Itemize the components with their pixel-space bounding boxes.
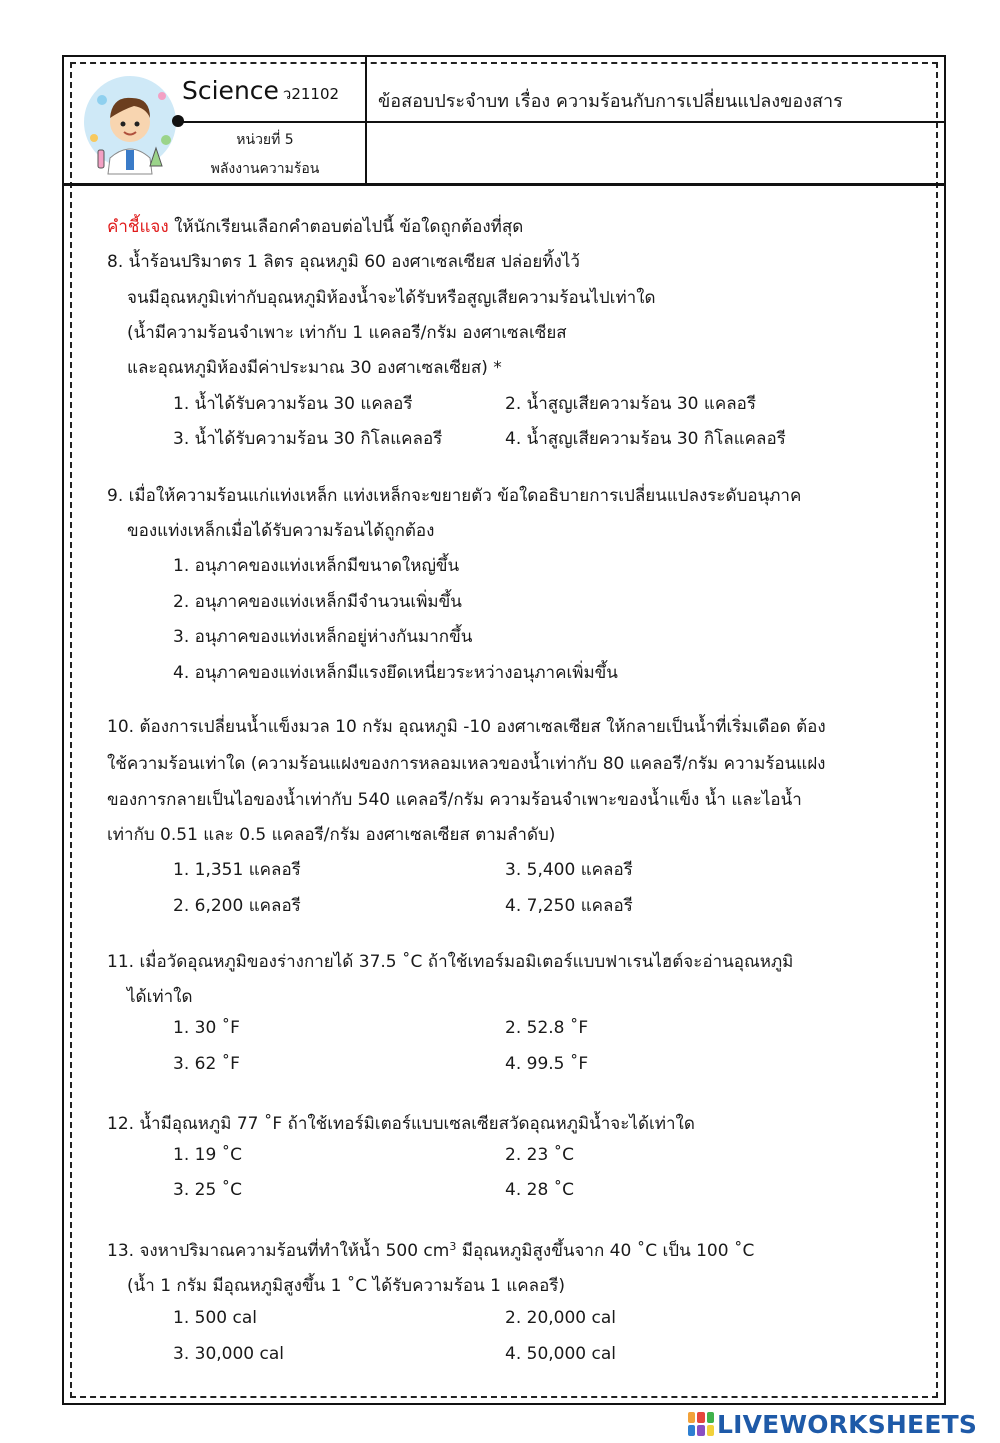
header-divider-horizontal-left bbox=[178, 121, 365, 123]
q12-line: 12. น้ำมีอุณหภูมิ 77 ˚F ถ้าใช้เทอร์มิเตอร์แบบเซลเซียสวัดอุณหภูมิน้ำจะได้เท่าใด bbox=[107, 1114, 695, 1134]
header-bullet-dot bbox=[172, 115, 184, 127]
unit-info bbox=[190, 126, 340, 184]
q11-line: ได้เท่าใด bbox=[127, 987, 193, 1007]
q10-line: ใช้ความร้อนเท่าใด (ความร้อนแฝงของการหลอมเหลวของน้ำเท่ากับ 80 แคลอรี/กรัม ความร้อนแฝง bbox=[107, 754, 826, 774]
q10-choice[interactable]: 3. 5,400 แคลอรี bbox=[505, 860, 633, 880]
instruction-label: คำชี้แจง bbox=[107, 217, 169, 237]
q10-choice[interactable]: 1. 1,351 แคลอรี bbox=[173, 860, 301, 880]
q13-text-a: 13. จงหาปริมาณความร้อนที่ทำให้น้ำ 500 cm bbox=[107, 1241, 450, 1261]
subject-code: ว21102 bbox=[282, 85, 340, 103]
q10-choice[interactable]: 2. 6,200 แคลอรี bbox=[173, 896, 301, 916]
q12-choice[interactable]: 2. 23 ˚C bbox=[505, 1145, 575, 1165]
q8-choice[interactable]: 2. น้ำสูญเสียความร้อน 30 แคลอรี bbox=[505, 394, 756, 414]
q10-choice[interactable]: 4. 7,250 แคลอรี bbox=[505, 896, 633, 916]
liveworksheets-watermark bbox=[688, 1407, 977, 1441]
q13-line bbox=[107, 1237, 754, 1264]
q13-line: (น้ำ 1 กรัม มีอุณหภูมิสูงขึ้น 1 ˚C ได้รับความร้อน 1 แคลอรี) bbox=[127, 1276, 566, 1296]
test-title: ข้อสอบประจำบท เรื่อง ความร้อนกับการเปลี่ยนแปลงของสาร bbox=[378, 91, 843, 112]
q10-line: ของการกลายเป็นไอของน้ำเท่ากับ 540 แคลอรี/กรัม ความร้อนจำเพาะของน้ำแข็ง น้ำ และไอน้ำ bbox=[107, 790, 802, 810]
header-divider-horizontal-mid bbox=[367, 121, 944, 123]
q13-text-b: มีอุณหภูมิสูงขึ้นจาก 40 ˚C เป็น 100 ˚C bbox=[456, 1241, 755, 1261]
q8-choice[interactable]: 4. น้ำสูญเสียความร้อน 30 กิโลแคลอรี bbox=[505, 429, 786, 449]
header-divider-vertical bbox=[365, 55, 367, 185]
q8-choice[interactable]: 3. น้ำได้รับความร้อน 30 กิโลแคลอรี bbox=[173, 429, 443, 449]
q11-choice[interactable]: 1. 30 ˚F bbox=[173, 1018, 240, 1038]
q9-line: 9. เมื่อให้ความร้อนแก่แท่งเหล็ก แท่งเหล็กจะขยายตัว ข้อใดอธิบายการเปลี่ยนแปลงระดับอนุภาค bbox=[107, 486, 802, 506]
q8-line: (น้ำมีความร้อนจำเพาะ เท่ากับ 1 แคลอรี/กรัม องศาเซลเซียส bbox=[127, 323, 567, 343]
q11-choice[interactable]: 3. 62 ˚F bbox=[173, 1054, 240, 1074]
q12-choice[interactable]: 4. 28 ˚C bbox=[505, 1180, 575, 1200]
q8-line: จนมีอุณหภูมิเท่ากับอุณหภูมิห้องน้ำจะได้รับหรือสูญเสียความร้อนไปเท่าใด bbox=[127, 288, 656, 308]
q13-superscript: 3 bbox=[449, 1240, 457, 1253]
q9-line: ของแท่งเหล็กเมื่อได้รับความร้อนได้ถูกต้อง bbox=[127, 521, 435, 541]
subject-title bbox=[182, 76, 339, 106]
q9-choice[interactable]: 2. อนุภาคของแท่งเหล็กมีจำนวนเพิ่มขึ้น bbox=[173, 592, 462, 612]
q13-choice[interactable]: 2. 20,000 cal bbox=[505, 1308, 616, 1328]
q9-choice[interactable]: 1. อนุภาคของแท่งเหล็กมีขนาดใหญ่ขึ้น bbox=[173, 556, 460, 576]
q10-line: 10. ต้องการเปลี่ยนน้ำแข็งมวล 10 กรัม อุณหภูมิ -10 องศาเซลเซียส ให้กลายเป็นน้ำที่เริ่มเดือด ต้อง bbox=[107, 717, 826, 737]
instruction-line bbox=[107, 213, 523, 240]
q13-choice[interactable]: 1. 500 cal bbox=[173, 1308, 257, 1328]
watermark-text: LIVEWORKSHEETS bbox=[717, 1409, 978, 1439]
unit-topic: พลังงานความร้อน bbox=[210, 161, 320, 177]
instruction-text: ให้นักเรียนเลือกคำตอบต่อไปนี้ ข้อใดถูกต้องที่สุด bbox=[168, 217, 524, 237]
q11-choice[interactable]: 4. 99.5 ˚F bbox=[505, 1054, 589, 1074]
liveworksheets-logo-icon bbox=[688, 1412, 714, 1436]
q11-line: 11. เมื่อวัดอุณหภูมิของร่างกายได้ 37.5 ˚C ถ้าใช้เทอร์มอมิเตอร์แบบฟาเรนไฮต์จะอ่านอุณหภูมิ bbox=[107, 952, 794, 972]
q11-choice[interactable]: 2. 52.8 ˚F bbox=[505, 1018, 589, 1038]
scientist-logo-icon bbox=[80, 70, 180, 178]
subject-name: Science bbox=[182, 76, 279, 105]
q13-choice[interactable]: 4. 50,000 cal bbox=[505, 1344, 616, 1364]
q8-choice[interactable]: 1. น้ำได้รับความร้อน 30 แคลอรี bbox=[173, 394, 413, 414]
q8-line: 8. น้ำร้อนปริมาตร 1 ลิตร อุณหภูมิ 60 องศาเซลเซียส ปล่อยทิ้งไว้ bbox=[107, 252, 580, 272]
q10-line: เท่ากับ 0.51 และ 0.5 แคลอรี/กรัม องศาเซลเซียส ตามลำดับ) bbox=[107, 825, 556, 845]
q12-choice[interactable]: 1. 19 ˚C bbox=[173, 1145, 243, 1165]
q13-choice[interactable]: 3. 30,000 cal bbox=[173, 1344, 284, 1364]
q12-choice[interactable]: 3. 25 ˚C bbox=[173, 1180, 243, 1200]
unit-number: หน่วยที่ 5 bbox=[236, 132, 294, 148]
q9-choice[interactable]: 4. อนุภาคของแท่งเหล็กมีแรงยึดเหนี่ยวระหว่างอนุภาคเพิ่มขึ้น bbox=[173, 663, 618, 683]
q9-choice[interactable]: 3. อนุภาคของแท่งเหล็กอยู่ห่างกันมากขึ้น bbox=[173, 627, 473, 647]
q8-line: และอุณหภูมิห้องมีค่าประมาณ 30 องศาเซลเซียส) * bbox=[127, 358, 502, 378]
